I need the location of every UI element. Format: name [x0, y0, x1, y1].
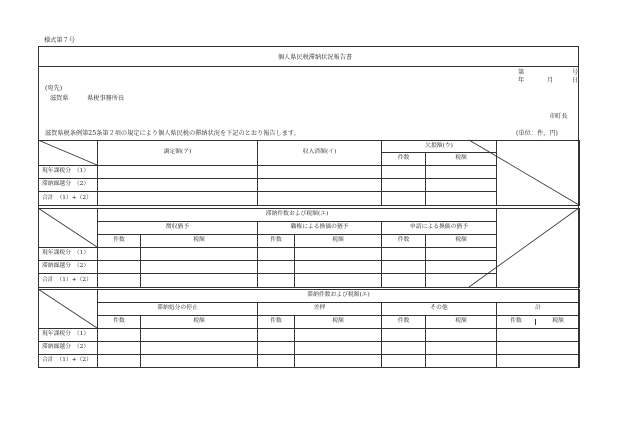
addressee-prefix: (宛先) [45, 85, 63, 92]
section2-corner-diagonal [38, 208, 97, 247]
sub-count: 件数 [382, 235, 426, 248]
sub-count: 件数 [382, 316, 426, 329]
section2-header: 滞納件数および税額(エ) [98, 209, 497, 222]
sub-count: 件数 [258, 235, 295, 248]
date-day: 日 [572, 77, 579, 84]
row-label-arrears: 滞納繰越分 （2） [39, 261, 98, 274]
group-application: 申請による換価の猶予 [382, 222, 497, 235]
row-label-current: 現年課税分 （1） [39, 329, 98, 342]
sub-tax: 税額 [426, 235, 497, 248]
doc-number-label: 第 [518, 69, 525, 76]
col-b-header: 収入済額(イ) [258, 141, 382, 166]
sub-tax: 税額 [295, 235, 382, 248]
col-c-tax-header: 税額 [426, 153, 497, 166]
group-ex-officio: 職権による換価の猶予 [258, 222, 382, 235]
group-total: 計 [497, 303, 580, 316]
row-label-total: 合計 （1）+（2） [39, 192, 98, 206]
section2-blank-diagonal [469, 208, 579, 287]
row-label-arrears: 滞納繰越分 （2） [39, 342, 98, 355]
sub-count: 件数 [98, 235, 141, 248]
row-label-total: 合計 （1）+（2） [39, 274, 98, 288]
group-deferral: 徴収猶予 [98, 222, 258, 235]
form-title: 個人県民税滞納状況報告書 [277, 54, 353, 61]
sub-tax: 税額 [426, 316, 497, 329]
group-suspension: 滞納処分の停止 [98, 303, 258, 316]
doc-number-suffix: 号 [572, 69, 579, 76]
section1-blank-diagonal [469, 140, 579, 205]
date-year: 年 [518, 77, 525, 84]
row-label-arrears: 滞納繰越分 （2） [39, 179, 98, 192]
sub-count: 件数 [258, 316, 295, 329]
row-label-current: 現年課税分 （1） [39, 166, 98, 179]
row-label-current: 現年課税分 （1） [39, 248, 98, 261]
sub-count: 件数 [497, 319, 536, 325]
col-c-header: 欠損額(ウ) [382, 141, 497, 153]
group-other: その他 [382, 303, 497, 316]
col-a-header: 調定額(ア) [98, 141, 258, 166]
section1-corner-diagonal [38, 140, 97, 165]
row-label-total: 合計 （1）+（2） [39, 355, 98, 368]
sub-tax: 税額 [552, 318, 564, 325]
col-c-count-header: 件数 [382, 153, 426, 166]
unit-note: (単位：件，円) [516, 130, 558, 137]
addressee-name: 滋賀県 県税事務所長 [50, 95, 125, 102]
group-seizure: 差押 [258, 303, 382, 316]
form-number: 様式第７号 [44, 37, 75, 44]
statement-text: 滋賀県税条例第25条第２項の規定により個人県民税の滞納状況を下記のとおり報告します。 [45, 130, 300, 137]
section3-corner-diagonal [38, 289, 97, 328]
sub-tax: 税額 [295, 316, 382, 329]
sub-tax: 税額 [141, 235, 258, 248]
sender-name: 市町長 [549, 113, 568, 120]
date-month: 月 [547, 77, 554, 84]
sub-count: 件数 [98, 316, 141, 329]
sub-tax: 税額 [141, 316, 258, 329]
section3-header: 滞納件数および税額(エ) [98, 290, 580, 303]
